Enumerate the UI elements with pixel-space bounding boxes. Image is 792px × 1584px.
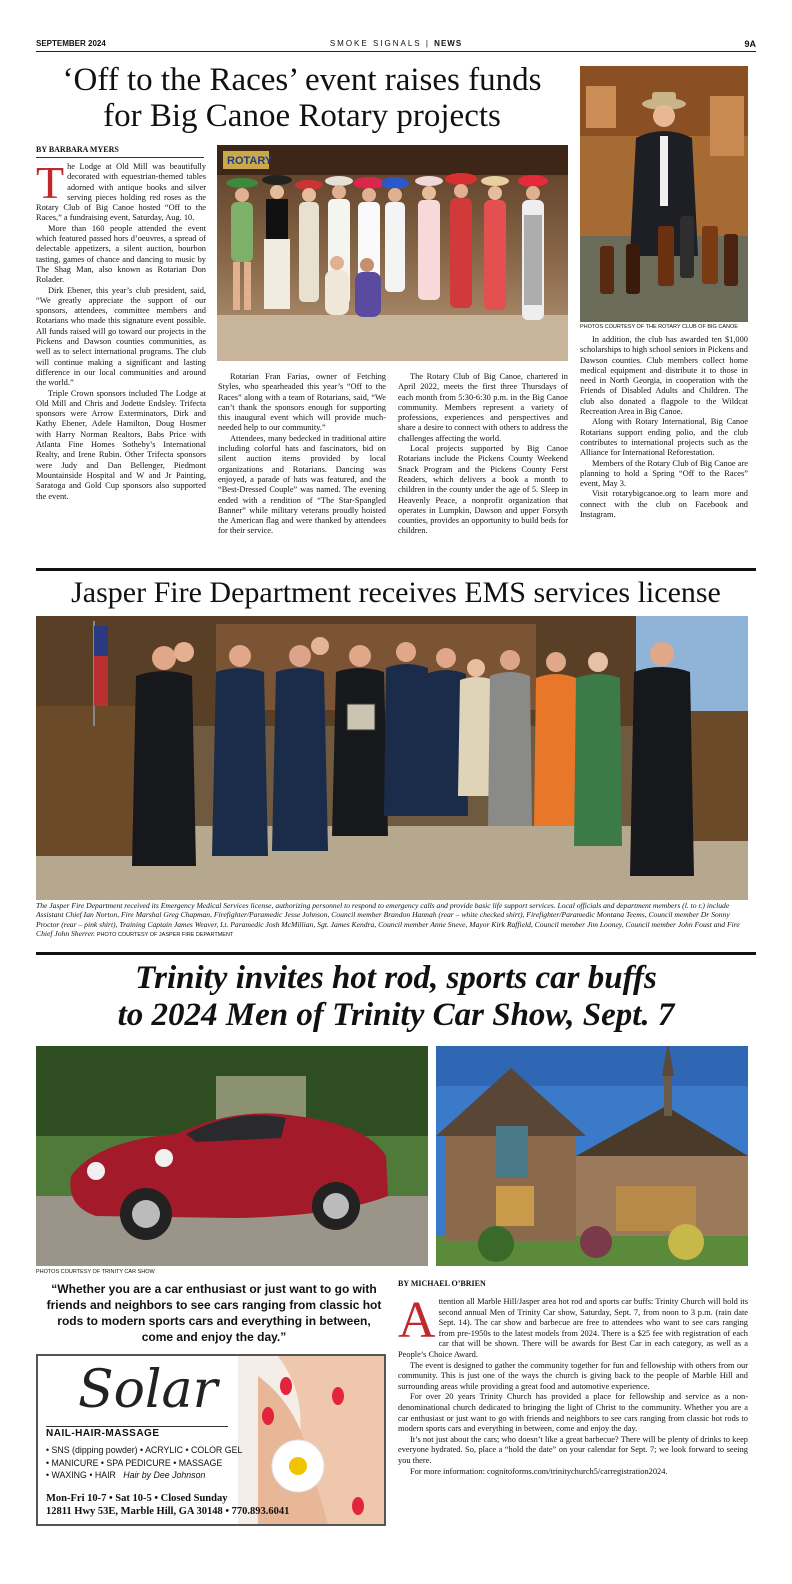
photo-red-porsche [36,1046,428,1266]
ad-logo: Solar [78,1360,218,1420]
column-rotary-1: T he Lodge at Old Mill was beautifully decorated with equestrian-themed tables adorned with antique books and silver serving pieces holding red roses as the Rotary Club of Big Canoe hosted “Off to the Races,” a fundraising event, Saturday, Aug. 10. More than 160 people attended the event which featured passed hors d’oeuvres, a spread of delectable appetizers, a silent auction, bourbon tasting, games of chance and dancing to music by The Shag Man, also known as Rotarian Don Rolader. Dirk Ebener, this year’s club president, said, “We greatly appreciate the support of our sponsors, attendees, committee members and Rotarians who made this signature event possible. All funds raised will go toward our projects in the Pickens and Dawson counties communities, as well as to select international programs. The club will continue making a significant and lasting difference in our local communities and around the world.” Triple Crown sponsors included The Lodge at Old Mill and Chris and Jodette Endsley. Trifecta sponsors were Arrow Exterminators, Dirk and Kathy Ebener, Adele Hamilton, Doug Hosmer with Harry Norman Realtors, Babs Price with Atlanta Fine Homes Sotheby’s International Realty, and Irene Rubin. Other Trifecta sponsors were Judy and Dan Bellenger, Piedmont Mountainside Hospital and W and Jr Painting, Saratoga and Gold Cup sponsors also supported the event. [36,162,206,501]
rotary-sign: ROTARY [227,155,273,167]
column-rotary-3: The Rotary Club of Big Canoe, chartered in April 2022, meets the first three Thursdays of each month from 5:30-6:30 p.m. in the Big Canoe community. Members represent a variety of professions, experiences and perspectives and share a desire to connect with others to address the challenges affecting the world. Local projects supported by Big Canoe Rotarians include the Pickens County Weekend Snack Program and the Pickens County Ferst Readers, which delivers a book a month to children in the county under the age of 5. Sleep in Heavenly Peace, a nonprofit organization that operates in Lumpkin, Dawson and upper Forsyth counties, provides an opportunity to build beds for children. [398,372,568,536]
section-rule-2 [36,952,756,955]
photo-credit-rotary: PHOTOS COURTESY OF THE ROTARY CLUB OF BIG CANOE [580,324,738,330]
photo-rotary-group [217,145,568,361]
photo-rotary-bourbon [580,66,748,322]
photo-credit-car-show: PHOTOS COURTESY OF TRINITY CAR SHOW [36,1269,155,1275]
pull-quote: “Whether you are a car enthusiast or just want to go with friends and neighbors to see cars ranging from classic hot rods to modern sports cars and everything in between, come and enjoy the day.” [46,1282,382,1344]
issue-date: SEPTEMBER 2024 [36,39,106,48]
ad-subtitle: NAIL-HAIR-MASSAGE [46,1426,228,1439]
dropcap: T [36,162,65,208]
column-car-show: A ttention all Marble Hill/Jasper area hot rod and sports car buffs: Trinity Church will hold its second annual Men of Trinity Car show, Saturday, Sept. 7, from noon to 3 p.m. (rain date Sept. 14). The car show and barbecue are free to attendees who want to see cars ranging from pre-1950s to the latest models from 2024. There is a $25 fee with registration of each car that will be shown. There will be awards for Best Car in each category, as well as a People’s Choice Award. The event is designed to gather the community together for fun and fellowship with others from our community. This is just one of the ways the church is giving back to the people of Marble Hill and surrounding areas while providing a great food and automotive experience. For over 20 years Trinity Church has provided a place for fellowship and service as a non-denominational church dedicated to bringing the light of Christ to the community. Whether you are a car enthusiast or just want to go with friends and neighbors to see cars ranging from classic hot rods to modern sports cars and everything in between, come and enjoy the day. It’s not just about the cars; who doesn’t like a great barbecue? There will be plenty of drinks to keep everyone hydrated. So, place a “hold the date” on your calendar for Sept. 7; we look forward to seeing you there. For more information: cognitoforms.com/trinitychurch5/carregistration2024. [398,1297,748,1476]
caption-fire-department: The Jasper Fire Department received its Emergency Medical Services license, authorizing personnel to respond to emergency calls and provide basic life support services. Local officials and department members (l. to r.) include Assistant Chief Ian Norton, Fire Marshal Greg Chapman, Firefighter/Paramedic Jesse Johnson, Council member Brandon Hannah (rear – white checked shirt), Firefighter/Paramedic Montana Teems, Council member Dr Sonny Proctor (rear – pink shirt), Training Captain James Weaver, Lt. Paramedic Josh McMillian, Sgt. James Kendra, Council member Anne Sneve, Mayor Kirk Raffield, Council member Jim Looney, Council member John Foust and Fire Chief John Sherrer. PHOTO COURTESY OF JASPER FIRE DEPARTMENT [36,901,740,938]
column-rotary-4: In addition, the club has awarded ten $1,000 scholarships to high school seniors in Pickens and Dawson counties. Club members collect home medical equipment and distribute it to those in need in North Georgia, in cooperation with the Friends of Disabled Adults and Children. The club also donated a flagpole to the Wildcat Recreation Area in Big Canoe. Along with Rotary International, Big Canoe Rotarians support ending polio, and the club contributes to international projects such as the Alliance for International Reforestation. Members of the Rotary Club of Big Canoe are planning to hold a Spring “Off to the Races” event, May 3. Visit rotarybigcanoe.org to learn more and connect with the club on Facebook and Instagram. [580,335,748,520]
ad-services: • SNS (dipping powder) • ACRYLIC • COLOR GEL • MANICURE • SPA PEDICURE • MASSAGE • WAXING • HAIR Hair by Dee Johnson [46,1445,243,1480]
headline-rotary: ‘Off to the Races’ event raises funds for Big Canoe Rotary projects [62,62,542,134]
byline-car-show: BY MICHAEL O’BRIEN [398,1279,486,1288]
column-rotary-2: Rotarian Fran Farias, owner of Fetching Styles, who spearheaded this year’s “Off to the Races” along with a team of Rotarians, said, “We can’t thank the sponsors enough for supporting this inaugural event which will provide much-needed help to our community.” Attendees, many bedecked in traditional attire including colorful hats and fascinators, bid on silent auction items provided by local organizations and Rotarians. Dancing was enjoyed, a parade of hats was featured, and the “Best-Dressed Couple” was named. The evening ended with a rendition of “The Star-Spangled Banner” while military veterans proudly hoisted the American flag and were thanked by attendees for their service. [218,372,386,536]
headline-car-show: Trinity invites hot rod, sports car buffs to 2024 Men of Trinity Car Show, Sept. 7 [117,960,675,1033]
dropcap: A [398,1297,436,1349]
ad-solar-nail-salon [36,1354,386,1526]
byline-rotary: BY BARBARA MYERS [36,145,119,154]
masthead-rule [36,51,756,52]
photo-fire-department [36,616,748,900]
photo-trinity-church [436,1046,748,1266]
section-rule-1 [36,568,756,571]
byline-rule [36,157,204,158]
page-number: 9A [744,39,756,49]
ad-hours-address: Mon-Fri 10-7 • Sat 10-5 • Closed Sunday 12811 Hwy 53E, Marble Hill, GA 30148 • 770.893.6041 [46,1493,290,1517]
publication-name: SMOKE SIGNALS | NEWS [329,39,463,48]
headline-fire-department: Jasper Fire Department receives EMS services license [71,576,721,609]
